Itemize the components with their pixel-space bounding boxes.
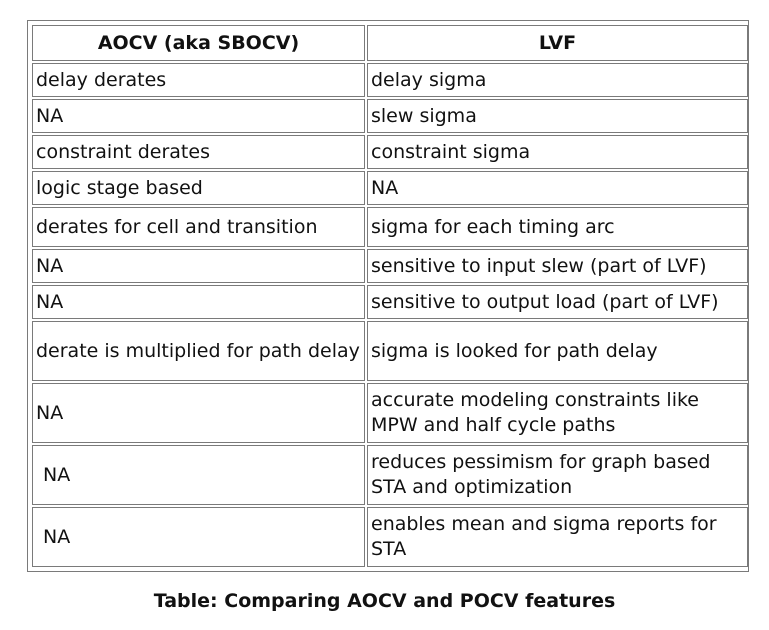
table-row: [32, 249, 748, 283]
table-header-row: [32, 25, 748, 61]
lvf-cell: sensitive to output load (part of LVF): [367, 285, 748, 319]
table-caption: Table: Comparing AOCV and POCV features: [153, 590, 616, 612]
lvf-cell: sigma is looked for path delay: [367, 321, 748, 381]
aocv-cell: NA: [32, 445, 365, 505]
table-row: [32, 207, 748, 247]
table-row: [32, 321, 748, 381]
aocv-cell: NA: [32, 285, 365, 319]
table-row: [32, 99, 748, 133]
aocv-cell: delay derates: [32, 63, 365, 97]
lvf-cell: reduces pessimism for graph based STA and optimization: [367, 445, 748, 505]
aocv-cell: derate is multiplied for path delay: [32, 321, 365, 381]
aocv-cell: NA: [32, 507, 365, 567]
aocv-cell: derates for cell and transition: [32, 207, 365, 247]
table-row: [32, 135, 748, 169]
header-aocv: AOCV (aka SBOCV): [32, 25, 365, 61]
table-row: [32, 63, 748, 97]
table-row: [32, 171, 748, 205]
lvf-cell: slew sigma: [367, 99, 748, 133]
comparison-table-frame: [27, 20, 749, 572]
aocv-cell: NA: [32, 249, 365, 283]
lvf-cell: enables mean and sigma reports for STA: [367, 507, 748, 567]
lvf-cell: constraint sigma: [367, 135, 748, 169]
lvf-cell: delay sigma: [367, 63, 748, 97]
lvf-cell: sensitive to input slew (part of LVF): [367, 249, 748, 283]
header-lvf: LVF: [367, 25, 748, 61]
comparison-table: [30, 23, 750, 569]
aocv-cell: logic stage based: [32, 171, 365, 205]
lvf-cell: accurate modeling constraints like MPW and half cycle paths: [367, 383, 748, 443]
table-row: [32, 383, 748, 443]
table-row: [32, 445, 748, 505]
lvf-cell: NA: [367, 171, 748, 205]
aocv-cell: constraint derates: [32, 135, 365, 169]
table-row: [32, 507, 748, 567]
lvf-cell: sigma for each timing arc: [367, 207, 748, 247]
table-row: [32, 285, 748, 319]
aocv-cell: NA: [32, 99, 365, 133]
aocv-cell: NA: [32, 383, 365, 443]
